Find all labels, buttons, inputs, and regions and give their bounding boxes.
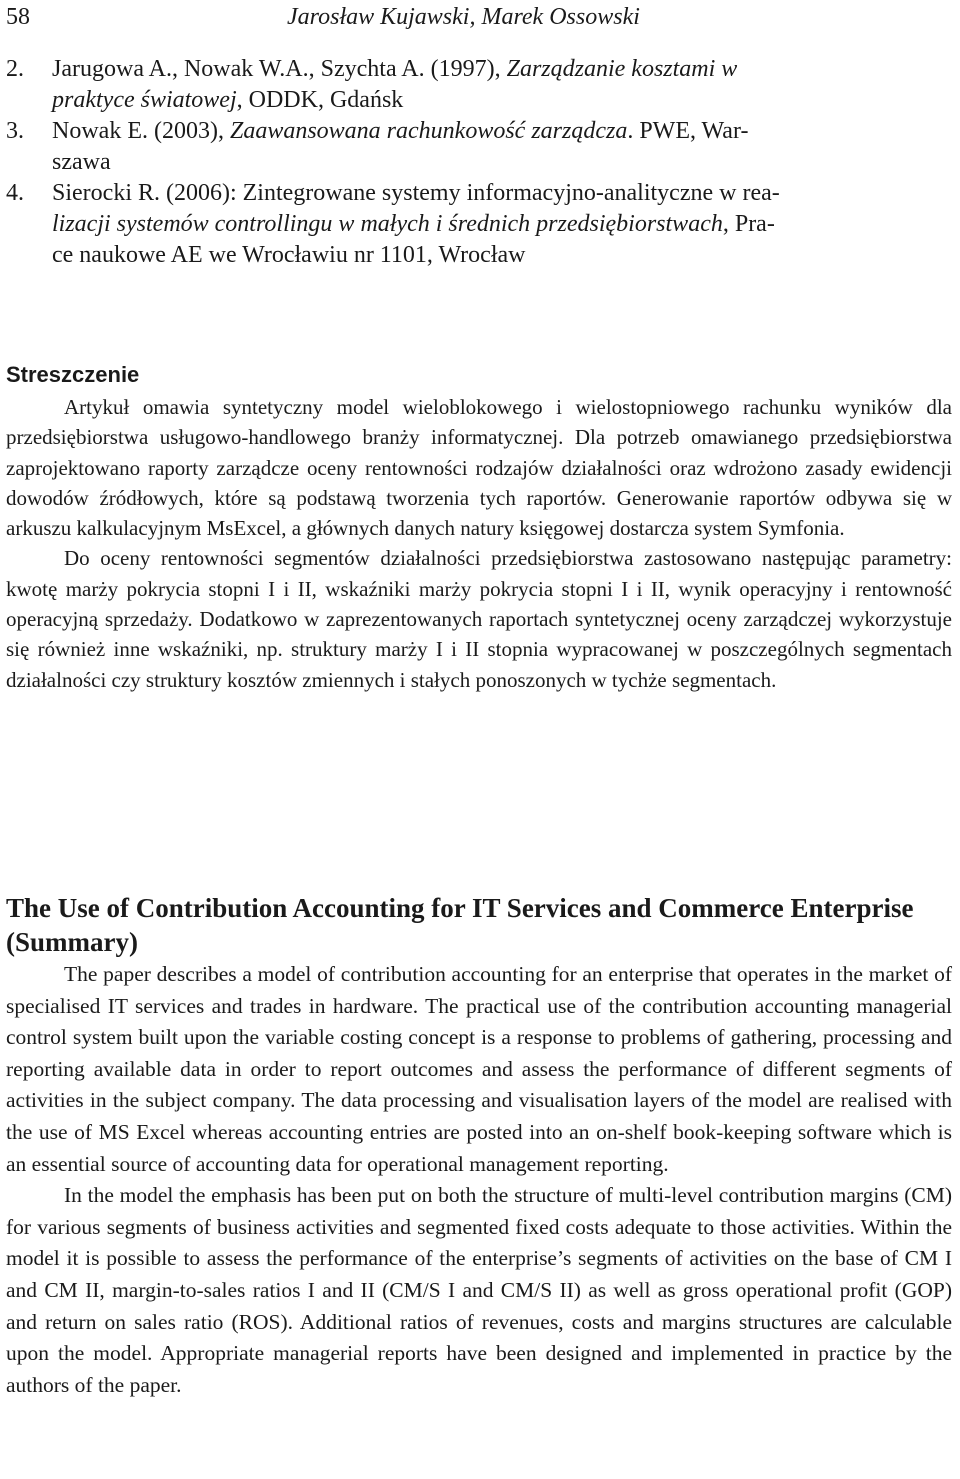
summary-heading: The Use of Contribution Accounting for IT Services and Commerce Enterprise (Summary)	[6, 893, 914, 957]
reference-item	[6, 178, 946, 271]
reference-number: 2.	[6, 56, 24, 82]
reference-item	[6, 54, 946, 116]
abstract-polish	[6, 360, 952, 695]
page-number: 58	[6, 4, 30, 30]
reference-authors: Nowak E. (2003),	[52, 118, 230, 144]
abstract-paragraph: Artykuł omawia syntetyczny model wieloblokowego i wielostopniowego rachunku wyników dla przedsiębiorstwa usługowo-handlowego branży informatycznej. Dla potrzeb omawianego przedsiębiorstwa zaprojektowano raporty zarządcze oceny rentowności rodzajów działalności oraz wdrożono zasady ewidencji dowodów źródłowych, które są podstawą tworzenia tych raportów. Generowanie raportów odbywa się w arkuszu kalkulacyjnym MsExcel, a głównych danych natury księgowej dostarcza system Symfonia.	[6, 395, 952, 541]
page-header	[6, 0, 952, 40]
reference-publisher-cont: szawa	[52, 149, 111, 175]
reference-publisher: , ODDK, Gdańsk	[236, 87, 404, 113]
reference-item	[6, 116, 946, 178]
summary-paragraph: In the model the emphasis has been put on both the structure of multi-level contribution margins (CM) for various segments of business activities and segmented fixed costs adequate to those activities. Within the model it is possible to assess the performance of the enterprise’s segments of activities on the base of CM I and CM II, margin-to-sales ratios I and II (CM/S I and CM/S II) as well as gross operational profit (GOP) and return on sales ratio (ROS). Additional ratios of revenues, costs and margins structures are calculable upon the model. Appropriate managerial reports have been designed and implemented in practice by the authors of the paper.	[6, 1183, 952, 1397]
reference-text: Sierocki R. (2006): Zintegrowane systemy informacyjno-analityczne w rea-	[52, 180, 780, 206]
reference-publisher: . PWE, War-	[627, 118, 749, 144]
summary-paragraph: The paper describes a model of contribution accounting for an enterprise that operates in the market of specialised IT services and trades in hardware. The practical use of the contribution accounting managerial control system built upon the variable costing concept is a response to problems of gathering, processing and reporting available data in order to report outcomes and assess the performance of different segments of activities in the subject company. The data processing and visualisation layers of the model are realised with the use of MS Excel whereas accounting entries are posted into an on-shelf book-keeping software which is an essential source of accounting data for operational management reporting.	[6, 962, 952, 1176]
reference-text-cont: ce naukowe AE we Wrocławiu nr 1101, Wrocław	[52, 242, 526, 268]
reference-number: 4.	[6, 180, 24, 206]
running-head: Jarosław Kujawski, Marek Ossowski	[287, 4, 640, 30]
abstract-heading: Streszczenie	[6, 362, 140, 387]
reference-text-cont: , Pra-	[722, 211, 775, 237]
reference-authors: Jarugowa A., Nowak W.A., Szychta A. (1997),	[52, 56, 507, 82]
reference-title: Zarządzanie kosztami w	[506, 56, 738, 82]
abstract-english	[6, 891, 952, 1401]
reference-title-cont: praktyce światowej	[52, 87, 237, 113]
reference-number: 3.	[6, 118, 24, 144]
reference-list	[6, 54, 946, 271]
reference-title: Zaawansowana rachunkowość zarządcza	[229, 118, 628, 144]
abstract-paragraph: Do oceny rentowności segmentów działalności przedsiębiorstwa zastosowano następując parametry: kwotę marży pokrycia stopni I i II, wskaźniki marży pokrycia stopni I i II, wynik operacyjny i rentowność operacyjną sprzedaży. Dodatkowo w zaprezentowanych raportach syntetycznej oceny zarządczej wykorzystuje się również inne wskaźniki, np. struktury marży I i II stopnia wypracowanej w poszczególnych segmentach działalności czy struktury kosztów zmiennych i stałych ponoszonych w tychże segmentach.	[6, 546, 952, 692]
reference-title: lizacji systemów controllingu w małych i średnich przedsiębiorstwach	[52, 211, 723, 237]
